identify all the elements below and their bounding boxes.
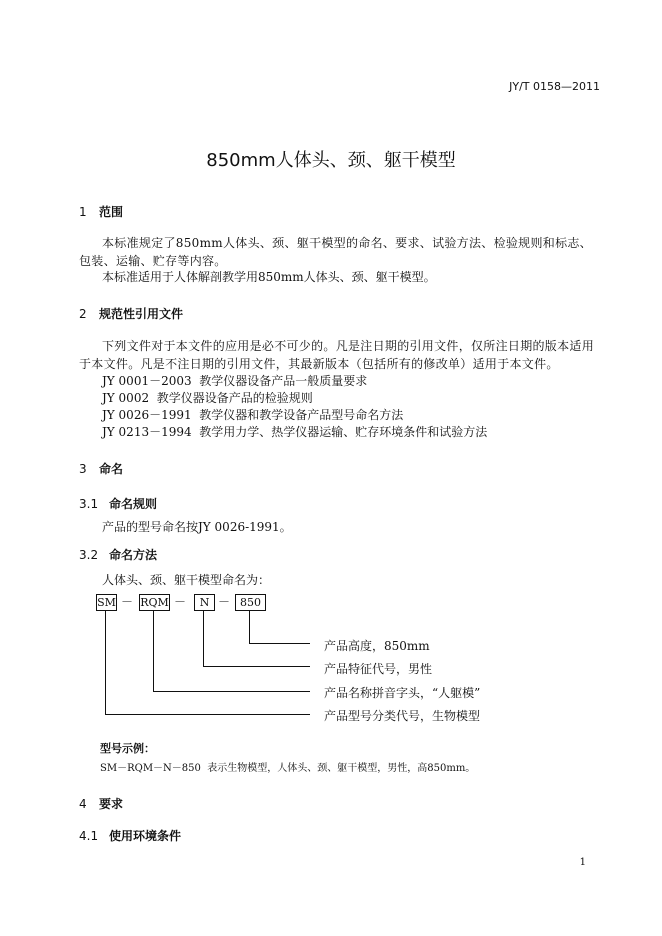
connector-line-category [106, 610, 311, 715]
code-label-height: 产品高度，850mm [324, 639, 430, 653]
reference-item: JY 0213－1994 教学用力学、热学仪器运输、贮存环境条件和试验方法 [102, 425, 488, 439]
section-number: 4 [79, 797, 87, 811]
code-separator: － [174, 595, 187, 609]
section-title: 规范性引用文件 [99, 307, 184, 321]
code-box-category: SM [97, 596, 116, 609]
code-separator: － [121, 595, 134, 609]
section-number: 4.1 [79, 829, 99, 843]
page-number: 1 [579, 857, 586, 868]
section-title: 命名规则 [109, 497, 158, 511]
section-title: 使用环境条件 [109, 829, 182, 843]
page-title: 850mm人体头、颈、躯干模型 [206, 150, 456, 171]
example-label: 型号示例： [100, 742, 155, 755]
reference-item: JY 0026－1991 教学仪器和教学设备产品型号命名方法 [102, 408, 404, 422]
example-text: SM－RQM－N－850 表示生物模型，人体头、颈、躯干模型，男性，高850mm。 [100, 763, 476, 774]
section-title: 命名方法 [109, 548, 158, 562]
connector-line-height [250, 610, 311, 644]
section-4-1-heading [79, 827, 181, 844]
section-number: 1 [79, 205, 87, 219]
connector-line-name [154, 610, 311, 692]
section-title: 命名 [99, 462, 124, 476]
section-4-heading [79, 795, 123, 812]
reference-item: JY 0002 教学仪器设备产品的检验规则 [102, 391, 313, 405]
code-label-category: 产品型号分类代号，生物模型 [324, 709, 481, 723]
code-box-name: RQM [140, 596, 169, 609]
reference-item: JY 0001－2003 教学仪器设备产品一般质量要求 [102, 374, 368, 388]
code-box-feature: N [194, 594, 215, 611]
section-number: 3.1 [79, 497, 99, 511]
section-title: 范围 [99, 205, 124, 219]
section-1-paragraph-1: 本标准规定了850mm人体头、颈、躯干模型的命名、要求、试验方法、检验规则和标志、包装、运输、贮存等内容。 [79, 236, 592, 268]
section-3-2-intro: 人体头、颈、躯干模型命名为： [102, 573, 271, 587]
connector-line-gender [204, 610, 311, 667]
section-3-1-paragraph: 产品的型号命名按JY 0026-1991。 [102, 520, 292, 534]
code-label-gender: 产品特征代号，男性 [324, 662, 433, 676]
section-number: 3 [79, 462, 87, 476]
section-title: 要求 [99, 797, 124, 811]
section-2-paragraph: 下列文件对于本文件的应用是必不可少的。凡是注日期的引用文件，仅所注日期的版本适用于本文件。凡是不注日期的引用文件，其最新版本（包括所有的修改单）适用于本文件。 [79, 339, 595, 371]
section-1-paragraph-2: 本标准适用于人体解剖教学用850mm人体头、颈、躯干模型。 [102, 270, 436, 284]
standard-number: JY/T 0158—2011 [509, 80, 600, 93]
section-number: 3.2 [79, 548, 99, 562]
code-separator: － [218, 595, 231, 609]
code-box-height: 850 [235, 594, 266, 611]
section-number: 2 [79, 307, 87, 321]
code-label-name: 产品名称拼音字头，“人躯模” [324, 686, 481, 700]
